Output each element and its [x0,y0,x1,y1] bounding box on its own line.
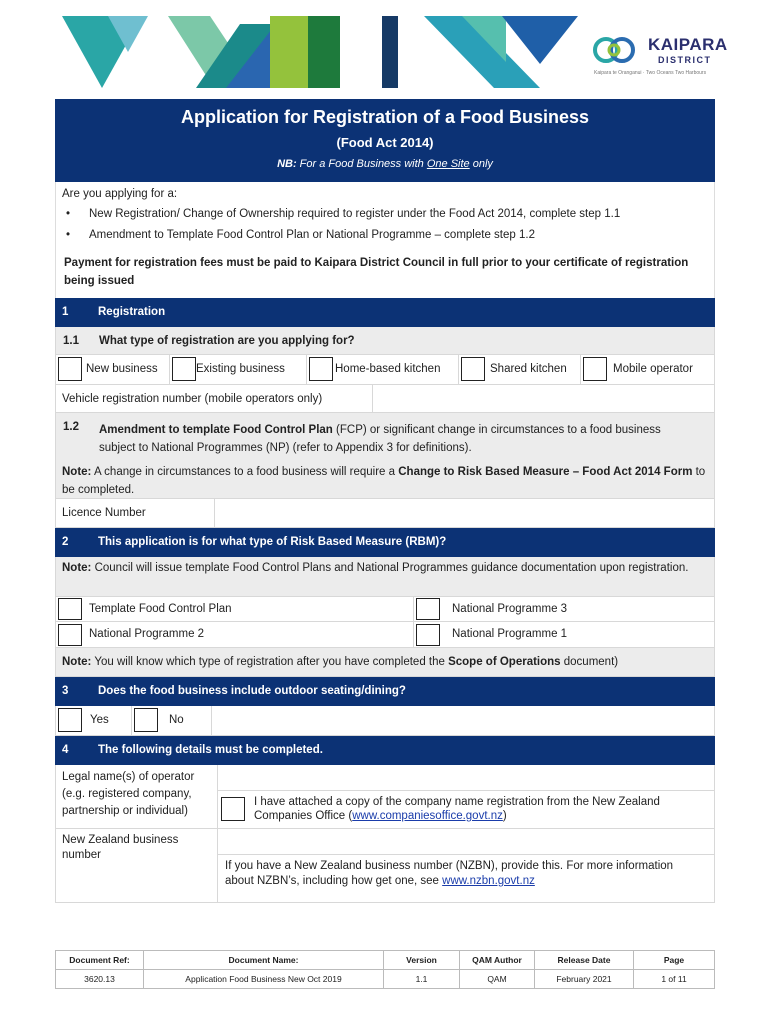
national-programme-2-checkbox[interactable] [58,624,82,646]
footer-header-row: Document Ref: Document Name: Version QAM Author Release Date Page [56,951,715,970]
nzbn-help-text: If you have a New Zealand business number (NZBN), provide this. For more information about NZBN’s, including how get one, see www.nzbn.govt.nz [225,860,674,887]
new-business-checkbox[interactable] [58,357,82,381]
brand-tagline: Kaipara te Oranganui · Two Oceans Two Harbours [594,70,707,76]
scope-note: Note: You will know which type of registration after you have completed the Scope of Operations document) [55,648,715,677]
rbm-note: Note: Council will issue template Food Control Plans and National Programmes guidance documentation upon registration. [55,557,715,597]
banner-block-green [308,16,340,88]
licence-number-row [55,499,715,528]
shared-kitchen-label: Shared kitchen [490,363,567,375]
company-registration-text: I have attached a copy of the company name registration from the New Zealand Companies Office (www.companiesoffice.govt.nz) [254,796,660,822]
nzbn-input[interactable] [218,829,714,855]
legal-name-row [55,765,715,829]
page-subtitle: (Food Act 2014) [336,135,434,150]
nb-note: NB: For a Food Business with One Site only [277,158,493,170]
nzbn-link[interactable]: www.nzbn.govt.nz [442,875,535,887]
intro-list [64,208,708,241]
legal-name-label: Legal name(s) of operator (e.g. registered company, partnership or individual) [62,771,195,817]
existing-business-checkbox[interactable] [172,357,196,381]
nzbn-row [55,829,715,903]
outdoor-seating-options [55,706,715,736]
brand-sub: DISTRICT [658,55,712,65]
mobile-operator-label: Mobile operator [613,363,693,375]
template-fcp-checkbox[interactable] [58,598,82,620]
intro-bullet: • New Registration/ Change of Ownership required to register under the Food Act 2014, complete step 1.1 [64,208,708,220]
home-kitchen-label: Home-based kitchen [335,363,441,375]
company-registration-checkbox[interactable] [221,797,245,821]
question-1-2-text: Amendment to template Food Control Plan (FCP) or significant change in circumstances to a food business subject to National Programmes (NP) (refer to Appendix 3 for definitions). [99,424,661,454]
section-1-header: 1 Registration [55,298,715,327]
yes-label: Yes [90,714,109,726]
existing-business-label: Existing business [196,363,285,375]
footer-value-row: 3620.13 Application Food Business New Oct 2019 1.1 QAM February 2021 1 of 11 [56,970,715,989]
intro [55,182,715,298]
registration-type-options [55,355,715,385]
section-4-header: 4 The following details must be completed. [55,736,715,765]
vehicle-registration-label: Vehicle registration number (mobile operators only) [62,393,323,405]
document-footer [55,950,715,989]
banner-triangle-blue [502,16,578,64]
no-checkbox[interactable] [134,708,158,732]
vehicle-registration-row [55,385,715,413]
intro-question: Are you applying for a: [62,188,178,200]
national-programme-3-label: National Programme 3 [452,603,568,615]
banner-bar [382,16,398,88]
mobile-operator-checkbox[interactable] [583,357,607,381]
yes-checkbox[interactable] [58,708,82,732]
intro-bullet: • Amendment to Template Food Control Plan or National Programme – complete step 1.2 [64,229,708,241]
change-note: Note: A change in circumstances to a food business will require a Change to Risk Based Measure – Food Act 2014 Form to be completed. [62,466,706,496]
new-business-label: New business [86,363,158,375]
brand-name: KAIPARA [648,35,728,54]
no-label: No [169,714,184,726]
payment-notice: Payment for registration fees must be paid to Kaipara District Council in full prior to your certificate of registration being issued [64,257,689,287]
page-title: Application for Registration of a Food Business [180,107,590,127]
section-2-header: 2 This application is for what type of Risk Based Measure (RBM)? [55,528,715,557]
application-form [55,99,715,903]
section-3-header: 3 Does the food business include outdoor seating/dining? [55,677,715,706]
national-programme-3-checkbox[interactable] [416,598,440,620]
title-box [55,99,715,182]
licence-number-label: Licence Number [62,507,146,519]
question-1-1: 1.1 What type of registration are you applying for? [55,327,715,355]
nzbn-label: New Zealand business number [62,834,179,861]
rbm-options-row-2 [55,622,715,648]
national-programme-2-label: National Programme 2 [89,628,205,640]
question-1-2: 1.2 Amendment to template Food Control Plan (FCP) or significant change in circumstances to a food business subject to National Programmes (NP) (refer to Appendix 3 for definitions). Note: A change in circumstances to a food business will require a Change to Risk Based Measure – Food Act 2014 Form to be completed. [55,413,715,499]
home-kitchen-checkbox[interactable] [309,357,333,381]
rbm-options-row-1 [55,597,715,622]
licence-number-input[interactable] [215,499,714,527]
national-programme-1-checkbox[interactable] [416,624,440,646]
national-programme-1-label: National Programme 1 [452,628,568,640]
vehicle-registration-input[interactable] [373,385,714,412]
template-fcp-label: Template Food Control Plan [89,603,232,615]
companies-office-link[interactable]: www.companiesoffice.govt.nz [352,810,503,822]
legal-name-input[interactable] [218,765,714,791]
shared-kitchen-checkbox[interactable] [461,357,485,381]
